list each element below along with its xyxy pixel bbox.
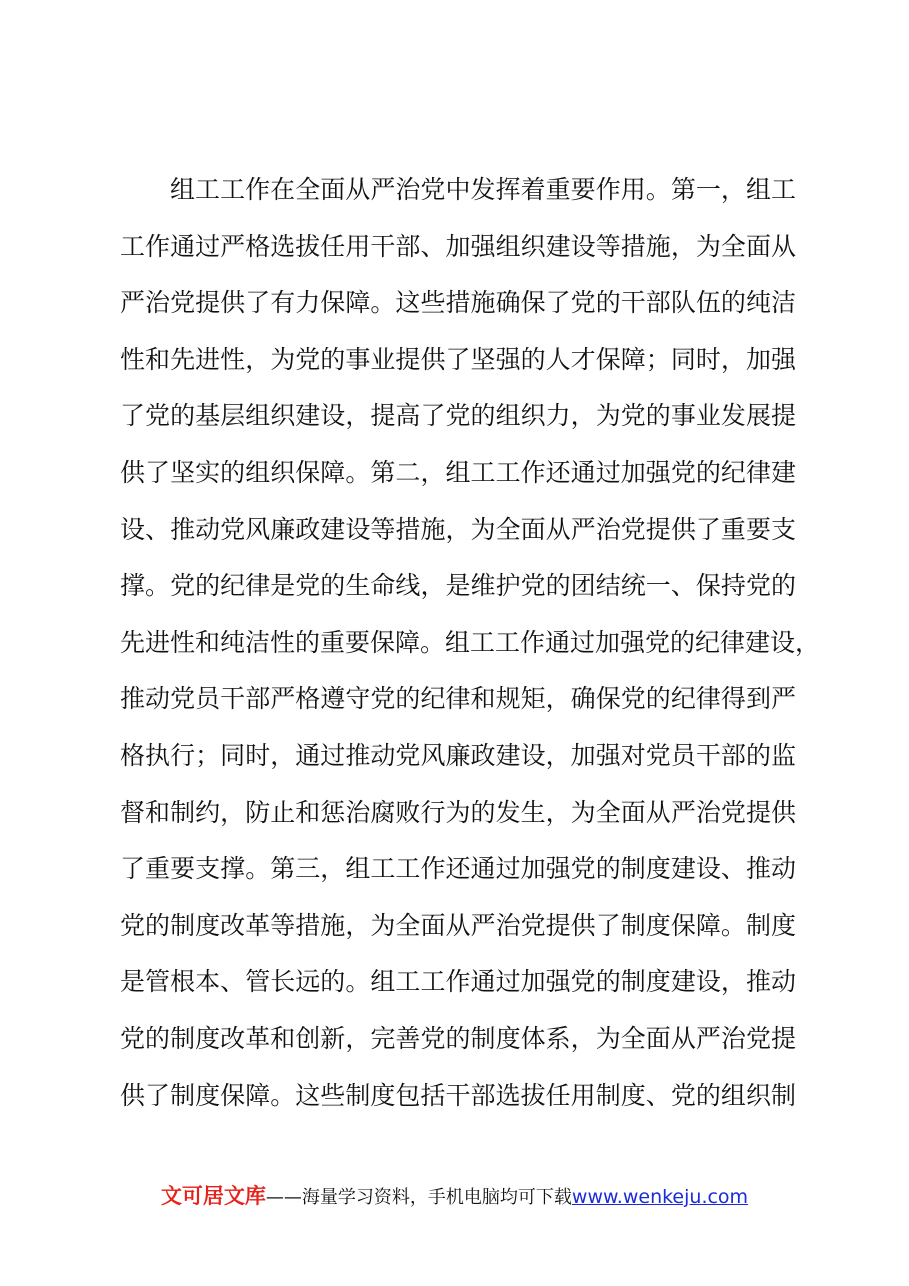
footer-tagline: ——海量学习资料，手机电脑均可下载: [265, 1187, 572, 1208]
text-line-9: 先进性和纯洁性的重要保障。组工工作通过加强党的纪律建设，: [120, 627, 821, 657]
text-line-10: 推动党员干部严格遵守党的纪律和规矩，确保党的纪律得到严: [120, 684, 796, 714]
text-line-6: 供了坚实的组织保障。第二，组工工作还通过加强党的纪律建: [120, 457, 796, 487]
text-line-16: 党的制度改革和创新，完善党的制度体系，为全面从严治党提: [120, 1023, 796, 1053]
text-line-3: 严治党提供了有力保障。这些措施确保了党的干部队伍的纯洁: [120, 288, 796, 318]
text-line-1: 组工工作在全面从严治党中发挥着重要作用。第一，组工: [170, 175, 796, 204]
text-line-4: 性和先进性，为党的事业提供了坚强的人才保障；同时，加强: [120, 344, 796, 374]
text-line-11: 格执行；同时，通过推动党风廉政建设，加强对党员干部的监: [120, 740, 796, 770]
footer-link[interactable]: www.wenkeju.com: [571, 1186, 749, 1208]
text-line-14: 党的制度改革等措施，为全面从严治党提供了制度保障。制度: [120, 910, 796, 940]
footer-brand: 文可居文库: [160, 1184, 266, 1208]
text-line-2: 工作通过严格选拔任用干部、加强组织建设等措施，为全面从: [120, 231, 796, 261]
text-line-12: 督和制约，防止和惩治腐败行为的发生，为全面从严治党提供: [120, 797, 796, 827]
text-line-8: 撑。党的纪律是党的生命线，是维护党的团结统一、保持党的: [120, 571, 796, 601]
text-line-13: 了重要支撑。第三，组工工作还通过加强党的制度建设、推动: [120, 854, 796, 884]
document-body: [120, 162, 821, 1124]
text-line-15: 是管根本、管长远的。组工工作通过加强党的制度建设，推动: [120, 967, 796, 997]
text-line-5: 了党的基层组织建设，提高了党的组织力，为党的事业发展提: [120, 401, 796, 431]
footer-banner: [0, 1180, 909, 1210]
text-line-17: 供了制度保障。这些制度包括干部选拔任用制度、党的组织制: [120, 1080, 796, 1110]
text-line-7: 设、推动党风廉政建设等措施，为全面从严治党提供了重要支: [120, 514, 796, 544]
